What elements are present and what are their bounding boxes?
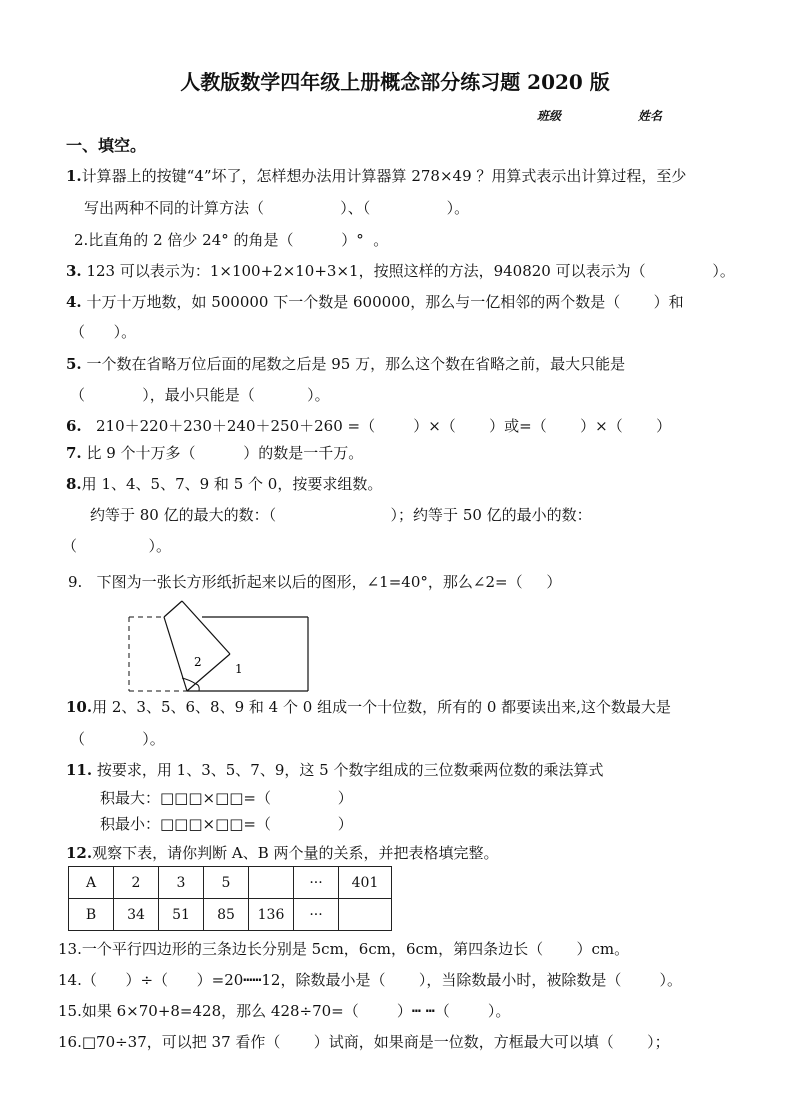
table-cell: B — [69, 899, 114, 931]
fold-flap-top — [164, 601, 182, 617]
angle-label-1: 1 — [235, 662, 243, 676]
question-12 — [66, 843, 499, 863]
question-number: 3. — [66, 262, 82, 280]
question-8-line-1 — [66, 474, 382, 494]
question-4-line-1 — [66, 292, 684, 312]
question-11-line-1 — [66, 760, 603, 780]
question-3 — [66, 261, 735, 281]
question-11-line-2: 积最大：□□□×□□=（ ） — [100, 789, 353, 807]
question-text: 按要求，用 1、3、5、7、9，这 5 个数字组成的三位数乘两位数的乘法算式 — [92, 761, 604, 779]
angle-arc-1 — [196, 684, 199, 691]
question-5-line-1 — [66, 354, 625, 374]
question-number: 7. — [66, 444, 82, 462]
relation-table — [68, 866, 392, 931]
question-7 — [66, 443, 363, 463]
fold-line — [164, 617, 187, 691]
name-label: 姓名 — [638, 109, 663, 123]
table-cell: ··· — [294, 867, 339, 899]
question-5-line-2: （ ），最小只能是（ ）。 — [70, 386, 330, 404]
question-number: 12. — [66, 844, 93, 862]
table-cell: 5 — [204, 867, 249, 899]
question-11-line-3: 积最小：□□□×□□=（ ） — [100, 815, 353, 833]
table-row — [69, 867, 392, 899]
question-number: 11. — [66, 761, 93, 779]
table-cell: A — [69, 867, 114, 899]
table-cell: 136 — [249, 899, 294, 931]
question-number: 4. — [66, 293, 82, 311]
question-number: 6. — [66, 417, 82, 435]
question-number: 8. — [66, 475, 82, 493]
table-cell: ··· — [294, 899, 339, 931]
table-cell — [339, 899, 392, 931]
table-cell: 51 — [159, 899, 204, 931]
table-row — [69, 899, 392, 931]
question-text: 比 9 个十万多（ ）的数是一千万。 — [81, 444, 364, 462]
question-text: 用 2、3、5、6、8、9 和 4 个 0 组成一个十位数，所有的 0 都要读出来,这个数最大是 — [92, 698, 671, 716]
question-16: 16.□70÷37，可以把 37 看作（ ）试商，如果商是一位数，方框最大可以填（ ）； — [58, 1033, 670, 1051]
question-text: 十万十万地数，如 500000 下一个数是 600000，那么与一亿相邻的两个数是（ ）和 — [81, 293, 684, 311]
question-8-line-3: （ ）。 — [62, 537, 172, 555]
question-6 — [66, 416, 671, 436]
section-heading-fill-blank: 一、填空。 — [66, 136, 147, 155]
question-14: 14.（ ）÷（ ）=20┅┅12，除数最小是（ ），当除数最小时，被除数是（ ）。 — [58, 971, 682, 989]
question-13: 13.一个平行四边形的三条边长分别是 5cm，6cm，6cm，第四条边长（ ）cm。 — [58, 940, 630, 958]
table-cell: 3 — [159, 867, 204, 899]
angle-label-2: 2 — [194, 655, 202, 669]
page-title: 人教版数学四年级上册概念部分练习题 2020 版 — [180, 70, 610, 94]
question-text: 观察下表，请你判断 A、B 两个量的关系，并把表格填完整。 — [92, 844, 499, 862]
question-15: 15.如果 6×70+8=428，那么 428÷70=（ ）┅ ┅（ ）。 — [58, 1002, 511, 1020]
question-number: 1. — [66, 167, 82, 185]
class-label: 班级 — [537, 109, 562, 123]
table-cell — [249, 867, 294, 899]
table-cell: 85 — [204, 899, 249, 931]
question-number: 10. — [66, 698, 93, 716]
question-text: 210＋220＋230＋240＋250＋260 =（ ）×（ ）或=（ ）×（ ） — [81, 417, 672, 435]
question-2: 2.比直角的 2 倍少 24° 的角是（ ）° 。 — [74, 231, 389, 249]
question-1-line-1 — [66, 166, 686, 186]
question-4-line-2: （ ）。 — [70, 323, 137, 341]
table-cell: 2 — [114, 867, 159, 899]
question-8-line-2: 约等于 80 亿的最大的数：（ ）；约等于 50 亿的最小的数： — [90, 506, 592, 524]
table-cell: 34 — [114, 899, 159, 931]
question-10-line-2: （ ）。 — [70, 730, 165, 748]
table-cell: 401 — [339, 867, 392, 899]
question-text: 计算器上的按键“4”坏了，怎样想办法用计算器算 278×49 ？用算式表示出计算过程，至少 — [81, 167, 687, 185]
question-text: 用 1、4、5、7、9 和 5 个 0，按要求组数。 — [81, 475, 383, 493]
folded-paper-figure — [120, 596, 320, 696]
question-number: 5. — [66, 355, 82, 373]
question-10-line-1 — [66, 697, 671, 717]
question-1-line-2: 写出两种不同的计算方法（ ）、（ ）。 — [84, 199, 470, 217]
question-9: 9. 下图为一张长方形纸折起来以后的图形，∠1=40°，那么∠2=（ ） — [68, 573, 562, 591]
question-text: 123 可以表示为：1×100+2×10+3×1，按照这样的方法，940820 可以表示为（ ）。 — [81, 262, 735, 280]
fold-flap-right — [182, 601, 230, 654]
question-text: 一个数在省略万位后面的尾数之后是 95 万，那么这个数在省略之前，最大只能是 — [81, 355, 626, 373]
